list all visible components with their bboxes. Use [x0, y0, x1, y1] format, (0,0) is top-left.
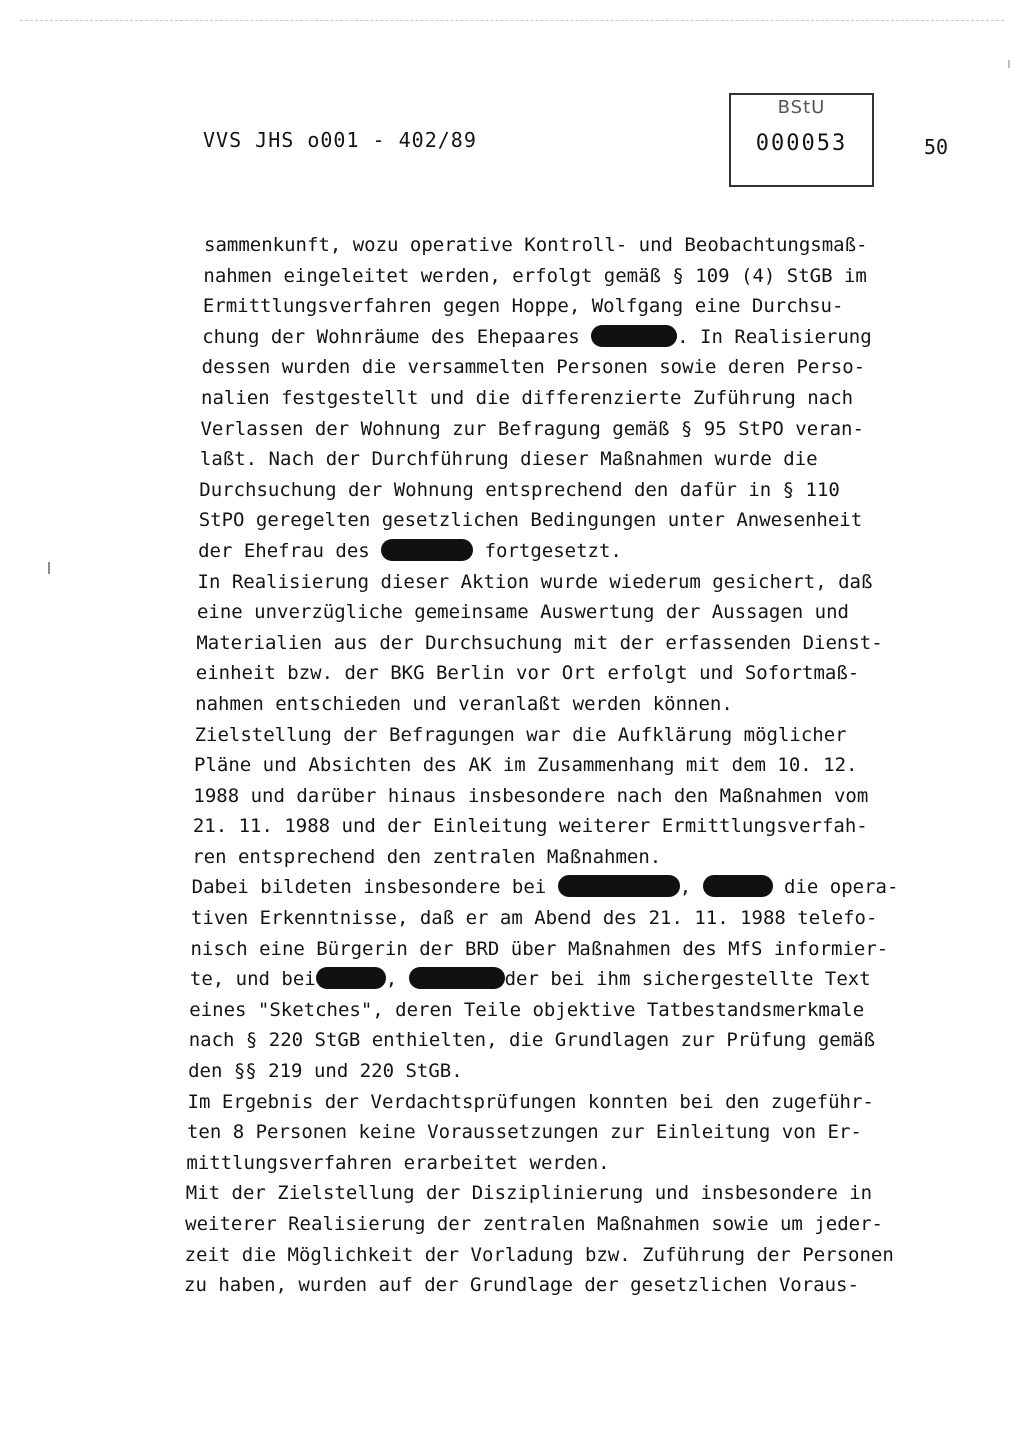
text-segment: . In Realisierung	[677, 325, 872, 348]
page-number: 50	[924, 135, 949, 159]
text-segment: chung der Wohnräume des Ehepaares	[202, 325, 592, 348]
text-segment: fortgesetzt.	[473, 539, 622, 562]
text-line	[198, 567, 964, 598]
text-segment: laßt. Nach der Durchführung dieser Maßnahmen wurde die	[199, 448, 818, 471]
text-line	[184, 1270, 964, 1301]
document-reference: VVS JHS o001 - 402/89	[203, 128, 477, 152]
text-segment: nalien festgestellt und die differenzierte Zuführung nach	[201, 386, 854, 409]
text-line	[204, 230, 964, 261]
text-segment: Materialien aus der Durchsuchung mit der erfassenden Dienst-	[196, 631, 883, 654]
text-line	[189, 995, 964, 1026]
text-segment: Dabei bildeten insbesondere bei	[191, 876, 558, 899]
stamp-number: 000053	[755, 131, 848, 156]
text-segment: nisch eine Bürgerin der BRD über Maßnahmen des MfS informier-	[190, 937, 889, 960]
stamp-label: BStU	[777, 97, 826, 118]
text-segment: nahmen entschieden und veranlaßt werden können.	[195, 692, 733, 715]
text-line	[195, 689, 964, 720]
text-segment: Mit der Zielstellung der Disziplinierung und insbesondere in	[185, 1182, 873, 1205]
text-line	[185, 1240, 964, 1271]
text-segment: 21. 11. 1988 und der Einleitung weiterer Ermittlungsverfah-	[192, 815, 868, 838]
redaction-bar	[703, 875, 773, 897]
archive-stamp	[729, 93, 874, 187]
redaction-bar	[558, 875, 680, 897]
body-text	[184, 230, 964, 1301]
text-segment: den §§ 219 und 220 StGB.	[188, 1060, 463, 1083]
text-segment: ,	[385, 968, 409, 991]
text-line	[186, 1148, 964, 1179]
top-edge-rule	[20, 20, 1004, 21]
text-line	[187, 1117, 964, 1148]
text-segment: Pläne und Absichten des AK im Zusammenhang mit dem 10. 12.	[194, 754, 858, 777]
margin-mark	[48, 562, 50, 574]
text-line	[199, 475, 964, 506]
text-segment: Ermittlungsverfahren gegen Hoppe, Wolfgang eine Durchsu-	[202, 295, 844, 318]
text-segment: In Realisierung dieser Aktion wurde wiederum gesichert, daß	[197, 570, 873, 593]
text-segment: zeit die Möglichkeit der Vorladung bzw. Zuführung der Personen	[184, 1243, 894, 1266]
text-segment: einheit bzw. der BKG Berlin vor Ort erfolgt und Sofortmaß-	[195, 662, 860, 685]
text-segment: der bei ihm sichergestellte Text	[504, 968, 871, 991]
text-segment: Zielstellung der Befragungen war die Aufklärung möglicher	[194, 723, 847, 746]
text-segment: Verlassen der Wohnung zur Befragung gemäß § 95 StPO veran-	[200, 417, 864, 440]
margin-mark	[1008, 60, 1010, 68]
text-line	[189, 1025, 964, 1056]
text-segment: ,	[679, 876, 703, 899]
text-line	[192, 872, 964, 903]
text-line	[195, 720, 964, 751]
text-line	[200, 444, 964, 475]
text-line	[199, 505, 964, 536]
text-line	[197, 597, 964, 628]
text-line	[190, 934, 964, 965]
text-line	[190, 964, 964, 995]
text-segment: nahmen eingeleitet werden, erfolgt gemäß § 109 (4) StGB im	[203, 264, 867, 287]
text-line	[191, 903, 964, 934]
text-line	[186, 1178, 964, 1209]
text-segment: die opera-	[772, 876, 899, 899]
text-line	[188, 1056, 964, 1087]
text-segment: sammenkunft, wozu operative Kontroll- und Beobachtungsmaß-	[204, 234, 868, 256]
text-segment: dessen wurden die versammelten Personen sowie deren Perso-	[201, 356, 866, 379]
redaction-bar	[316, 967, 386, 989]
text-line	[188, 1087, 964, 1118]
text-line	[192, 842, 964, 873]
redaction-bar	[381, 539, 473, 561]
text-line	[193, 781, 964, 812]
text-line	[203, 261, 964, 292]
text-line	[193, 811, 964, 842]
text-segment: eines "Sketches", deren Teile objektive Tatbestandsmerkmale	[189, 998, 865, 1021]
text-line	[202, 352, 964, 383]
text-segment: tiven Erkenntnisse, daß er am Abend des 21. 11. 1988 telefo-	[191, 907, 878, 930]
text-segment: der Ehefrau des	[198, 539, 382, 562]
text-segment: Im Ergebnis der Verdachtsprüfungen konnten bei den zugeführ-	[187, 1090, 874, 1113]
redaction-bar	[591, 325, 677, 347]
text-segment: ten 8 Personen keine Voraussetzungen zur Einleitung von Er-	[186, 1121, 862, 1144]
text-line	[198, 536, 964, 567]
text-line	[203, 291, 964, 322]
text-segment: 1988 und darüber hinaus insbesondere nach den Maßnahmen vom	[193, 784, 869, 807]
text-segment: ren entsprechend den zentralen Maßnahmen.	[192, 845, 662, 868]
text-segment: eine unverzügliche gemeinsame Auswertung der Aussagen und	[196, 601, 849, 624]
text-line	[196, 658, 964, 689]
text-segment: StPO geregelten gesetzlichen Bedingungen unter Anwesenheit	[198, 509, 863, 532]
text-line	[196, 628, 964, 659]
text-segment: Durchsuchung der Wohnung entsprechend den dafür in § 110	[199, 478, 840, 501]
text-segment: te, und bei	[189, 968, 316, 991]
text-line	[201, 383, 964, 414]
text-segment: zu haben, wurden auf der Grundlage der gesetzlichen Voraus-	[184, 1274, 859, 1297]
text-segment: nach § 220 StGB enthielten, die Grundlagen zur Prüfung gemäß	[188, 1029, 876, 1052]
text-line	[202, 322, 964, 353]
text-line	[185, 1209, 964, 1240]
text-segment: mittlungsverfahren erarbeitet werden.	[186, 1151, 610, 1174]
redaction-bar	[409, 967, 505, 989]
text-line	[200, 414, 964, 445]
text-segment: weiterer Realisierung der zentralen Maßnahmen sowie um jeder-	[185, 1213, 883, 1235]
text-line	[194, 750, 964, 781]
